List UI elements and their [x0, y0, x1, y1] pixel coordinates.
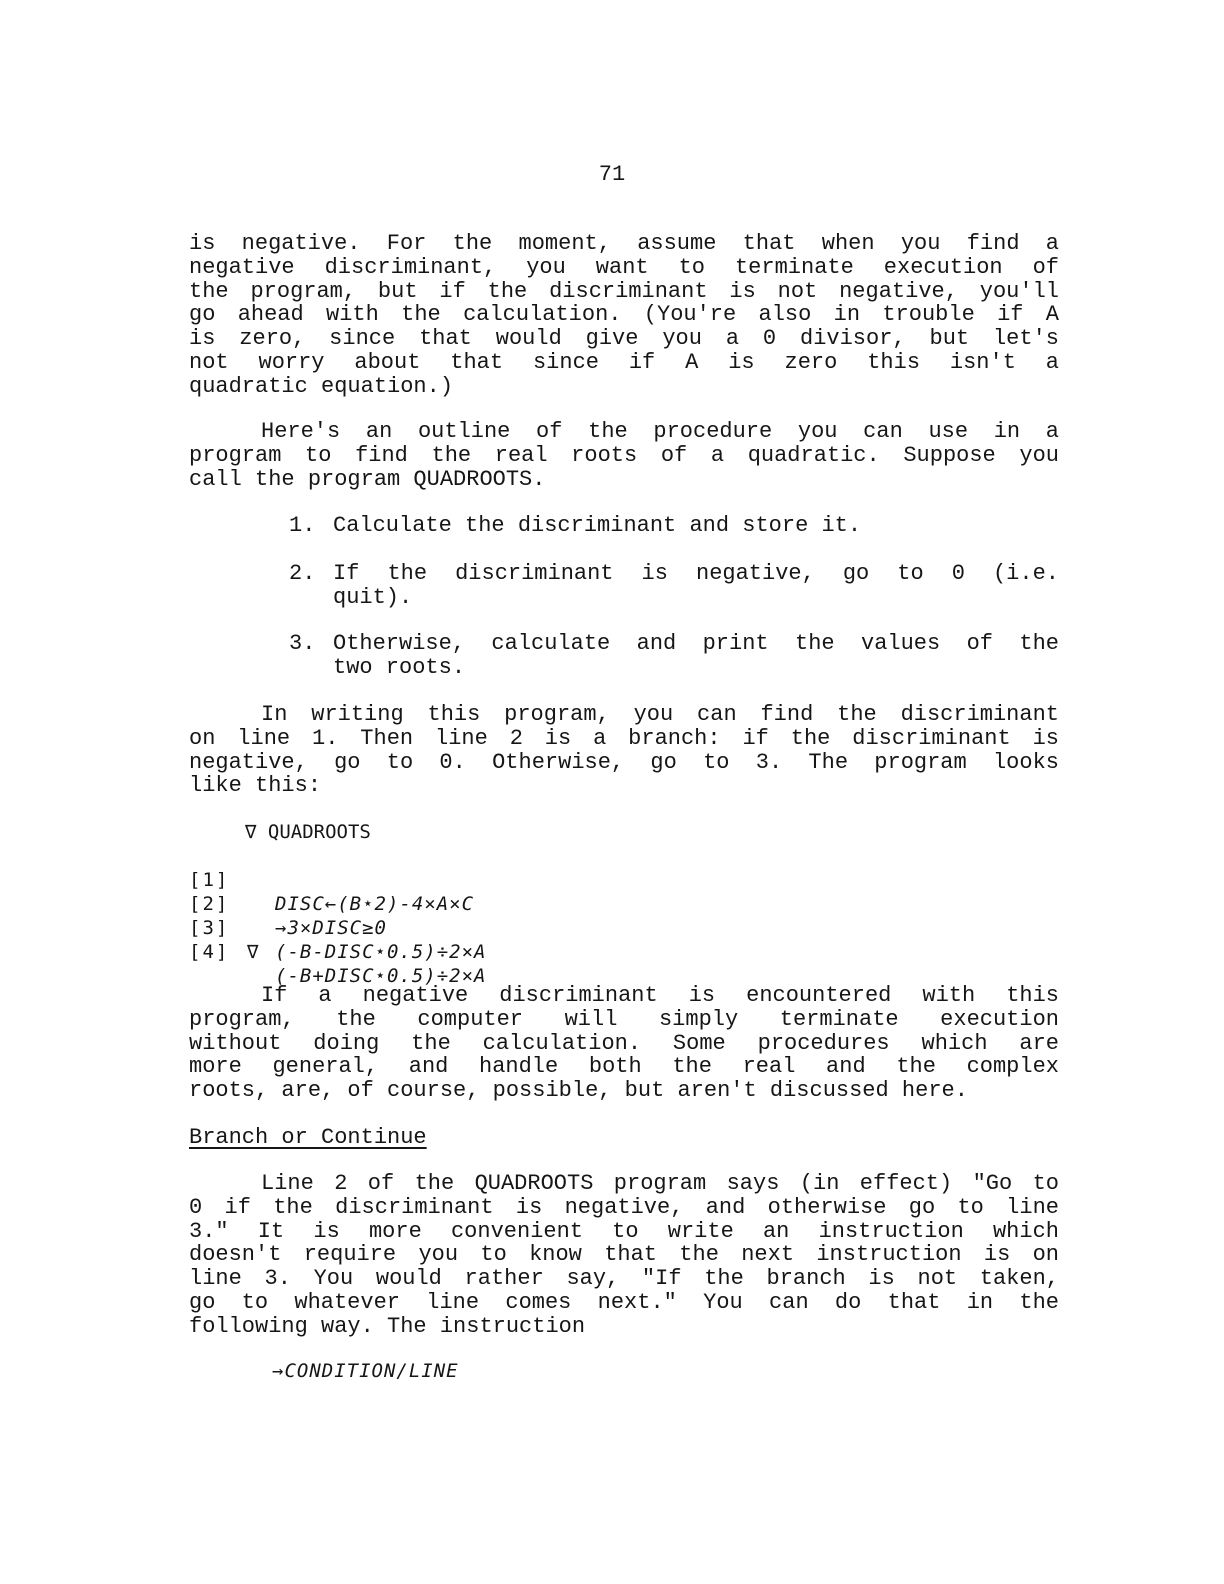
text-line: 3." It is more convenient to write an instruction which	[189, 1218, 1059, 1244]
list-number: 1.	[289, 513, 316, 538]
text-line: the program, but if the discriminant is not negative, you'll	[189, 278, 1059, 304]
text-line: line 3. You would rather say, "If the branch is not taken,	[189, 1266, 1059, 1292]
text-line: go ahead with the calculation. (You're also in trouble if A	[189, 302, 1059, 328]
text-line: roots, are, of course, possible, but aren't discussed here.	[189, 1078, 968, 1104]
code-statement: →3×DISC≥0	[275, 917, 387, 939]
paragraph-4	[189, 984, 1059, 1103]
paragraph-1	[189, 232, 1059, 399]
text-line: not worry about that since if A is zero this isn't a	[189, 349, 1059, 375]
section-heading: Branch or Continue	[189, 1125, 427, 1150]
code-statement: (-B-DISC⋆0.5)÷2×A	[275, 941, 487, 963]
code-statement: (-B+DISC⋆0.5)÷2×A	[275, 965, 487, 987]
code-line-number: [2]	[189, 893, 230, 915]
text-line: without doing the calculation. Some procedures which are	[189, 1030, 1059, 1056]
list-text: two roots.	[333, 654, 466, 680]
code-statement: DISC←(B⋆2)-4×A×C	[275, 893, 475, 915]
code-block	[189, 820, 487, 987]
text-line: go to whatever line comes next." You can do that in the	[189, 1289, 1059, 1315]
instruction-syntax: →CONDITION/LINE	[272, 1360, 459, 1382]
text-line: is negative. For the moment, assume that when you find a	[189, 231, 1059, 256]
text-line: negative, go to 0. Otherwise, go to 3. The program looks	[189, 749, 1059, 775]
text-line: quadratic equation.)	[189, 373, 454, 399]
code-line-number: [4]	[189, 941, 230, 963]
text-line: If a negative discriminant is encountered with this	[261, 983, 1059, 1008]
code-footer: ∇	[247, 941, 259, 963]
code-line-number: [1]	[189, 869, 230, 891]
page-number: 71	[598, 162, 626, 187]
list-text: Otherwise, calculate and print the values of the	[333, 631, 1059, 656]
text-line: 0 if the discriminant is negative, and otherwise go to line	[189, 1194, 1059, 1220]
paragraph-5	[189, 1172, 1059, 1339]
list-number: 3.	[289, 631, 316, 656]
text-line: In writing this program, you can find the discriminant	[261, 702, 1059, 727]
text-line: doesn't require you to know that the next instruction is on	[189, 1242, 1059, 1268]
text-line: like this:	[189, 773, 322, 799]
paragraph-3	[189, 703, 1059, 798]
list-text: If the discriminant is negative, go to 0 (i.e.	[333, 561, 1059, 586]
text-line: Here's an outline of the procedure you can use in a	[261, 419, 1059, 444]
text-line: following way. The instruction	[189, 1313, 586, 1339]
text-line: more general, and handle both the real and the complex	[189, 1054, 1059, 1080]
text-line: Line 2 of the QUADROOTS program says (in effect) "Go to	[261, 1171, 1059, 1196]
list-number: 2.	[289, 561, 316, 586]
paragraph-2	[189, 420, 1059, 491]
code-line-number: [3]	[189, 917, 230, 939]
text-line: program, the computer will simply terminate execution	[189, 1006, 1059, 1032]
text-line: call the program QUADROOTS.	[189, 466, 546, 492]
code-header: ∇ QUADROOTS	[245, 821, 371, 843]
list-text: Calculate the discriminant and store it.	[333, 513, 862, 538]
text-line: on line 1. Then line 2 is a branch: if the discriminant is	[189, 725, 1059, 751]
text-line: is zero, since that would give you a 0 divisor, but let's	[189, 326, 1059, 352]
text-line: negative discriminant, you want to terminate execution of	[189, 254, 1059, 280]
text-line: program to find the real roots of a quadratic. Suppose you	[189, 442, 1059, 468]
list-text: quit).	[333, 584, 413, 610]
